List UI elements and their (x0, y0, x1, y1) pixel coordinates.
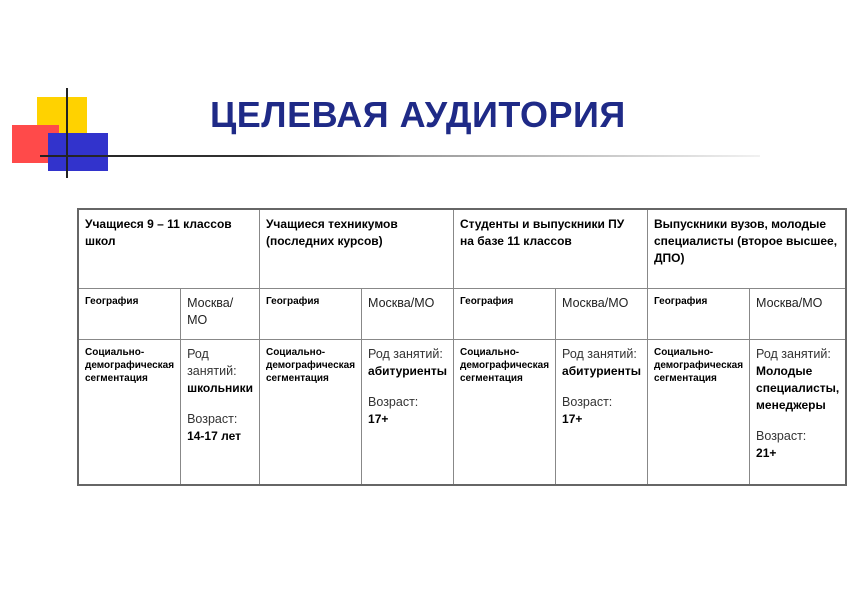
age-caption: Возраст: (756, 429, 807, 443)
segmentation-label: Социально-демографическая сегментация (78, 340, 181, 486)
header-cell: Студенты и выпускники ПУ на базе 11 классов (453, 209, 647, 289)
header-cell: Учащиеся 9 – 11 классов школ (78, 209, 259, 289)
occupation-caption: Род занятий: (756, 347, 831, 361)
logo-blue-square (48, 133, 108, 171)
occupation-caption: Род занятий: (368, 347, 443, 361)
geography-value: Москва/МО (181, 289, 260, 340)
occupation-caption: Род занятий: (187, 347, 237, 378)
segment-cell (556, 340, 648, 486)
segment-cell (181, 340, 260, 486)
occupation-value: Молодые специалисты, менеджеры (756, 364, 840, 412)
age-value: 14-17 лет (187, 429, 241, 443)
occupation-value: школьники (187, 381, 253, 395)
title-underline (40, 155, 400, 157)
page-title: ЦЕЛЕВАЯ АУДИТОРИЯ (210, 94, 626, 135)
segmentation-label: Социально-демографическая сегментация (259, 340, 361, 486)
age-value: 17+ (368, 412, 389, 426)
header-row (78, 209, 846, 289)
segmentation-label: Социально-демографическая сегментация (453, 340, 555, 486)
logo-vertical-line (66, 88, 68, 178)
age-value: 17+ (562, 412, 583, 426)
geography-value: Москва/МО (362, 289, 454, 340)
segmentation-row (78, 340, 846, 486)
title-underline-fade (400, 155, 760, 157)
logo-decoration (0, 0, 120, 185)
header-cell: Учащиеся техникумов (последних курсов) (259, 209, 453, 289)
geography-value: Москва/МО (750, 289, 847, 340)
geography-label: География (78, 289, 181, 340)
header-cell: Выпускники вузов, молодые специалисты (второе высшее, ДПО) (647, 209, 846, 289)
geography-row (78, 289, 846, 340)
occupation-value: абитуриенты (368, 364, 447, 378)
geography-value: Москва/МО (556, 289, 648, 340)
audience-table (77, 208, 847, 486)
age-caption: Возраст: (187, 412, 238, 426)
occupation-value: абитуриенты (562, 364, 641, 378)
age-value: 21+ (756, 446, 777, 460)
geography-label: География (453, 289, 555, 340)
segment-cell (362, 340, 454, 486)
age-caption: Возраст: (562, 395, 613, 409)
age-caption: Возраст: (368, 395, 419, 409)
segmentation-label: Социально-демографическая сегментация (647, 340, 749, 486)
segment-cell (750, 340, 847, 486)
geography-label: География (647, 289, 749, 340)
geography-label: География (259, 289, 361, 340)
occupation-caption: Род занятий: (562, 347, 637, 361)
